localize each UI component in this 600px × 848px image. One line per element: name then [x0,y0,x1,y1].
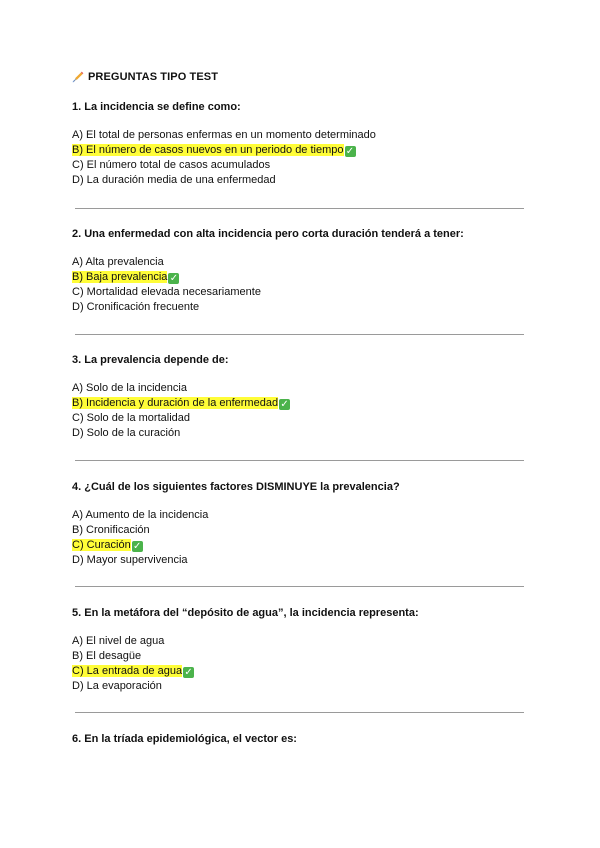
option-d: D) La duración media de una enfermedad [72,174,276,186]
highlighted-answer: C) La entrada de agua [72,665,183,677]
question-1 [72,100,528,188]
section-title: PREGUNTAS TIPO TEST [88,70,219,83]
divider [75,208,524,209]
check-mark-icon: ✓ [132,541,142,552]
option-list [72,255,528,315]
pencil-icon [72,70,85,83]
check-mark-icon: ✓ [184,667,193,678]
question-5 [72,606,528,694]
option-list [72,381,528,441]
divider [75,712,524,713]
question-2 [72,227,528,315]
highlighted-answer: B) Baja prevalencia [72,271,168,283]
option-c: C) Solo de la mortalidad [72,412,191,424]
option-a: A) El total de personas enfermas en un momento determinado [72,129,376,141]
question-title: 4. ¿Cuál de los siguientes factores DISMINUYE la prevalencia? [72,481,400,493]
option-d: D) Solo de la curación [72,427,181,439]
question-title: 1. La incidencia se define como: [72,101,241,113]
option-c-correct [72,664,528,679]
highlighted-answer: C) Curación [72,539,131,551]
option-c: C) El número total de casos acumulados [72,159,271,171]
option-list [72,128,528,188]
question-3 [72,353,528,441]
option-d: D) Mayor supervivencia [72,554,188,566]
divider [75,586,524,587]
divider [75,460,524,461]
option-b-correct [72,143,528,158]
question-6 [72,732,528,746]
check-mark-icon: ✓ [280,399,289,410]
question-title: 2. Una enfermedad con alta incidencia pero corta duración tenderá a tener: [72,228,464,240]
option-d: D) La evaporación [72,680,162,692]
highlighted-answer: B) Incidencia y duración de la enfermedad [72,397,279,409]
option-b: B) El desagüe [72,650,142,662]
option-d: D) Cronificación frecuente [72,301,200,313]
question-title: 5. En la metáfora del “depósito de agua”, la incidencia representa: [72,607,419,619]
option-list [72,508,528,568]
option-a: A) Solo de la incidencia [72,382,187,394]
option-list [72,634,528,694]
check-mark-icon: ✓ [345,146,355,157]
option-b-correct [72,270,528,285]
question-4 [72,480,528,568]
option-a: A) El nivel de agua [72,635,165,647]
check-mark-icon: ✓ [169,273,179,284]
section-header [72,70,218,83]
option-b: B) Cronificación [72,524,150,536]
divider [75,334,524,335]
option-c-correct [72,538,528,553]
question-title: 6. En la tríada epidemiológica, el vector es: [72,733,297,745]
highlighted-answer: B) El número de casos nuevos en un periodo de tiempo [72,144,344,156]
option-a: A) Aumento de la incidencia [72,509,209,521]
option-a: A) Alta prevalencia [72,256,164,268]
option-b-correct [72,396,528,411]
option-c: C) Mortalidad elevada necesariamente [72,286,261,298]
question-title: 3. La prevalencia depende de: [72,354,229,366]
